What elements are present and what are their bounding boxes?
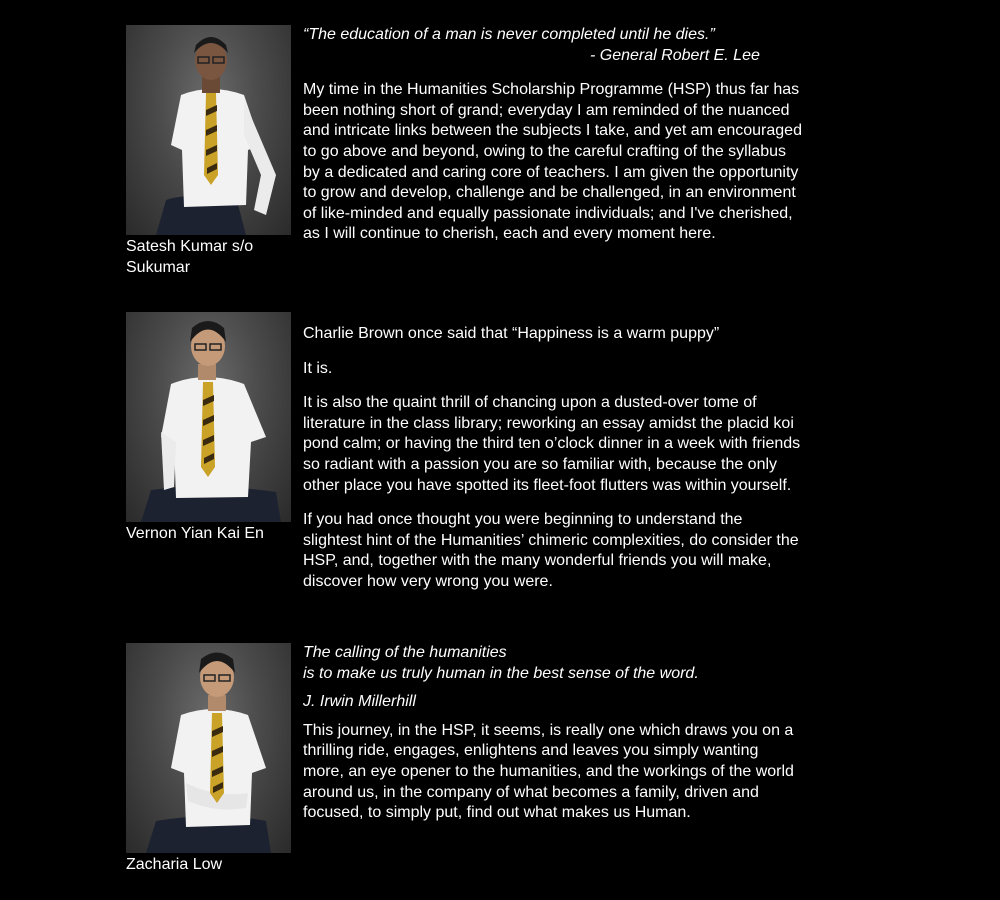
quote-line-1: The calling of the humanities	[303, 644, 507, 661]
testimonial-paragraph: My time in the Humanities Scholarship Programme (HSP) thus far has been nothing short of grand; everyday I am reminded of the nuanced and intricate links between the subjects I take, and yet am encouraged to go above and beyond, owing to the careful crafting of the syllabus by a dedicated and caring core of teachers. I am given the opportunity to grow and develop, challenge and be challenged, in an environment of like-minded and equally passionate individuals; and I've cherished, as I will continue to cherish, each and every moment here.	[303, 81, 802, 243]
student-portrait-illustration	[126, 25, 291, 235]
portrait-photo-zacharia	[126, 643, 291, 853]
student-name: Vernon Yian Kai En	[126, 525, 264, 542]
quote-text: “The education of a man is never completed until he dies.”	[303, 26, 715, 43]
quote-author: - General Robert E. Lee	[590, 46, 760, 64]
testimonial-satesh	[303, 25, 803, 245]
student-name: Zacharia Low	[126, 856, 223, 873]
testimonial-vernon	[303, 324, 803, 593]
testimonial-paragraph: This journey, in the HSP, it seems, is really one which draws you on a thrilling ride, engages, enlightens and leaves you simply wanting more, an eye opener to the humanities, and the workings of the world around us, in the company of what becomes a family, driven and focused, to simply put, find out what makes us Human.	[303, 721, 794, 822]
testimonial-zacharia	[303, 643, 803, 824]
portrait-photo-vernon	[126, 312, 291, 522]
testimonial-paragraph: Charlie Brown once said that “Happiness is a warm puppy”	[303, 325, 720, 342]
testimonial-paragraph: If you had once thought you were beginning to understand the slightest hint of the Humanities’ chimeric complexities, do consider the HSP, and, together with the many wonderful friends you will make, discover how very wrong you were.	[303, 511, 799, 590]
portrait-photo-satesh	[126, 25, 291, 235]
testimonial-paragraph: It is.	[303, 359, 333, 377]
student-portrait-illustration	[126, 643, 291, 853]
student-portrait-illustration	[126, 312, 291, 522]
quote-author: J. Irwin Millerhill	[303, 693, 416, 711]
testimonial-paragraph: It is also the quaint thrill of chancing upon a dusted-over tome of literature in the class library; reworking an essay amidst the placid koi pond calm; or having the third ten o’clock dinner in a week with friends so radiant with a passion you are so familiar with, because the only other place you have spotted its fleet-foot flutters was within yourself.	[303, 394, 801, 494]
quote-line-2: is to make us truly human in the best sense of the word.	[303, 664, 699, 682]
student-name: Satesh Kumar s/o Sukumar	[126, 238, 254, 276]
